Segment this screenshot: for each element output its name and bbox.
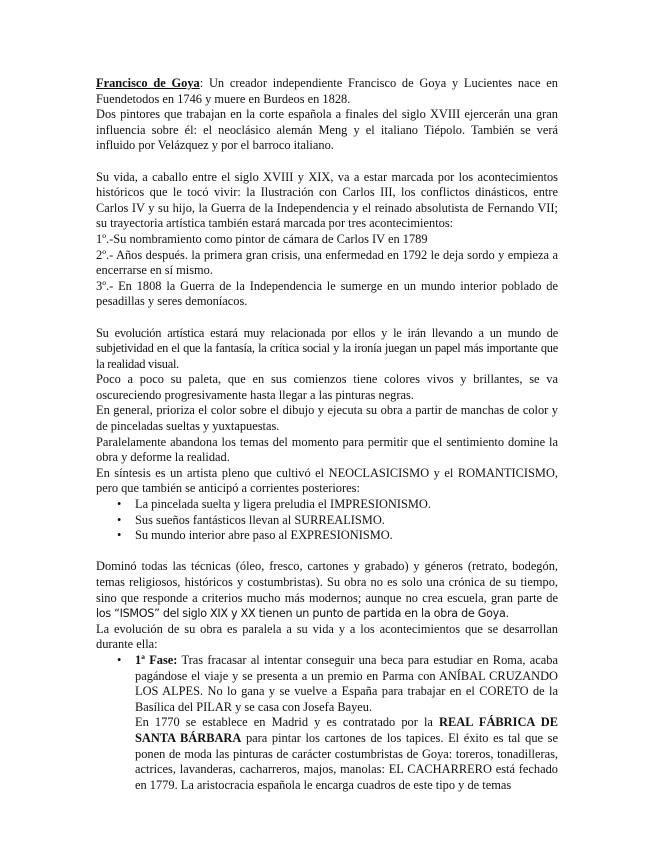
list-item-text: Su mundo interior abre paso al EXPRESIONISMO. <box>135 528 393 543</box>
list-item <box>96 528 558 544</box>
phase-1-madrid-text-a: En 1770 se establece en Madrid y es contratado por la <box>135 715 440 730</box>
event-2: 2º.- Años después. la primera gran crisis, una enfermedad en 1792 le deja sordo y empieza a encerrarse en sí mismo. <box>96 247 558 278</box>
phase-1-madrid-paragraph <box>135 715 558 793</box>
event-3: 3º.- En 1808 la Guerra de la Independencia le sumerge en un mundo interior poblado de pesadillas y seres demoníacos. <box>96 278 558 309</box>
phase-1-item <box>96 653 558 793</box>
phase-1-madrid-text-b: para pintar los cartones de los tapices. El éxito es tal que se ponen de moda las pinturas de carácter costumbristas de Goya: toreros, tonadilleras, actrices, lavanderas, cacharreros, majos, manolas: EL CACHARRERO está fechado en 1779. La aristocracia española le encarga cuadros de este tipo y de temas <box>135 730 558 792</box>
techniques-paragraph <box>96 559 558 621</box>
movements-list <box>96 497 558 544</box>
phase-1-paragraph <box>135 653 558 715</box>
bullet-icon: • <box>117 497 122 512</box>
real-fabrica-name: REAL FÁBRICA DE SANTA BÁRBARA <box>135 715 558 745</box>
bullet-icon: • <box>117 512 122 527</box>
evolution-paragraph: Su evolución artística estará muy relacionada por ellos y le irán llevando a un mundo de subjetividad en el que la fantasía, la crítica social y la ironía juegan un papel más importante que la realidad visual. <box>96 325 558 371</box>
list-item <box>96 497 558 513</box>
life-paragraph: Su vida, a caballo entre el siglo XVIII y XIX, va a estar marcada por los acontecimientos históricos que le tocó vivir: la Ilustración con Carlos III, los conflictos dinásticos, entre Carlos IV y su hijo, la Guerra de la Independencia y el reinado absolutista de Fernando VII; su trayectoria artística también estará marcada por tres acontecimientos: <box>96 169 558 231</box>
paragraph-gap <box>96 544 558 560</box>
themes-paragraph: Paralelamente abandona los temas del momento para permitir que el sentimiento domine la obra y deforme la realidad. <box>96 434 558 465</box>
color-paragraph: En general, prioriza el color sobre el dibujo y ejecuta su obra a partir de manchas de color y de pinceladas sueltas y yuxtapuestas. <box>96 403 558 434</box>
bullet-icon: • <box>117 528 122 543</box>
influences-paragraph: Dos pintores que trabajan en la corte española a finales del siglo XVIII ejercerán una gran influencia sobre él: el neoclásico alemán Meng y el italiano Tiépolo. También se verá influido por Velázquez y por el barroco italiano. <box>96 107 558 153</box>
list-item-text: La pincelada suelta y ligera preludia el IMPRESIONISMO. <box>135 497 431 512</box>
bullet-icon: • <box>117 652 122 667</box>
document-body <box>96 76 558 793</box>
intro-text: : Un creador independiente Francisco de Goya y Lucientes nace en Fuendetodos en 1746 y muere en Burdeos en 1828. <box>96 76 558 106</box>
synthesis-paragraph: En síntesis es un artista pleno que cultivó el NEOCLASICISMO y el ROMANTICISMO, pero que también se anticipó a corrientes posteriores: <box>96 465 558 496</box>
list-item-text: Sus sueños fantásticos llevan al SURREALISMO. <box>135 512 385 527</box>
list-item <box>96 513 558 529</box>
palette-paragraph: Poco a poco su paleta, que en sus comienzos tiene colores vivos y brillantes, se va oscureciendo progresivamente hasta llegar a las pinturas negras. <box>96 372 558 402</box>
paragraph-gap <box>96 310 558 326</box>
techniques-text: Dominó todas las técnicas (óleo, fresco, cartones y grabado) y géneros (retrato, bodegón, temas religiosos, históricos y costumbristas). Su obra no es solo una crónica de su tiempo, sino que responde a criterios mucho más modernos; aunque no crea escuela, gran parte de <box>96 559 558 605</box>
event-1: 1º.-Su nombramiento como pintor de cámara de Carlos IV en 1789 <box>96 231 428 246</box>
phase-1-label: 1ª Fase: <box>135 652 178 667</box>
ismos-line: los “ISMOS” del siglo XIX y XX tienen un punto de partida en la obra de Goya. <box>96 607 509 621</box>
phase-1-text: Tras fracasar al intentar conseguir una beca para estudiar en Roma, acaba pagándose el viaje y se presenta a un premio en Parma con ANÍBAL CRUZANDO LOS ALPES. No lo gana y se vuelve a España para trabajar en el CORETO de la Basílica del PILAR y se casa con Josefa Bayeu. <box>135 652 558 714</box>
document-title: Francisco de Goya <box>96 76 200 90</box>
paragraph-gap <box>96 154 558 170</box>
intro-paragraph <box>96 76 558 107</box>
phases-intro: La evolución de su obra es paralela a su vida y a los acontecimientos que se desarrollan durante ella: <box>96 621 558 652</box>
